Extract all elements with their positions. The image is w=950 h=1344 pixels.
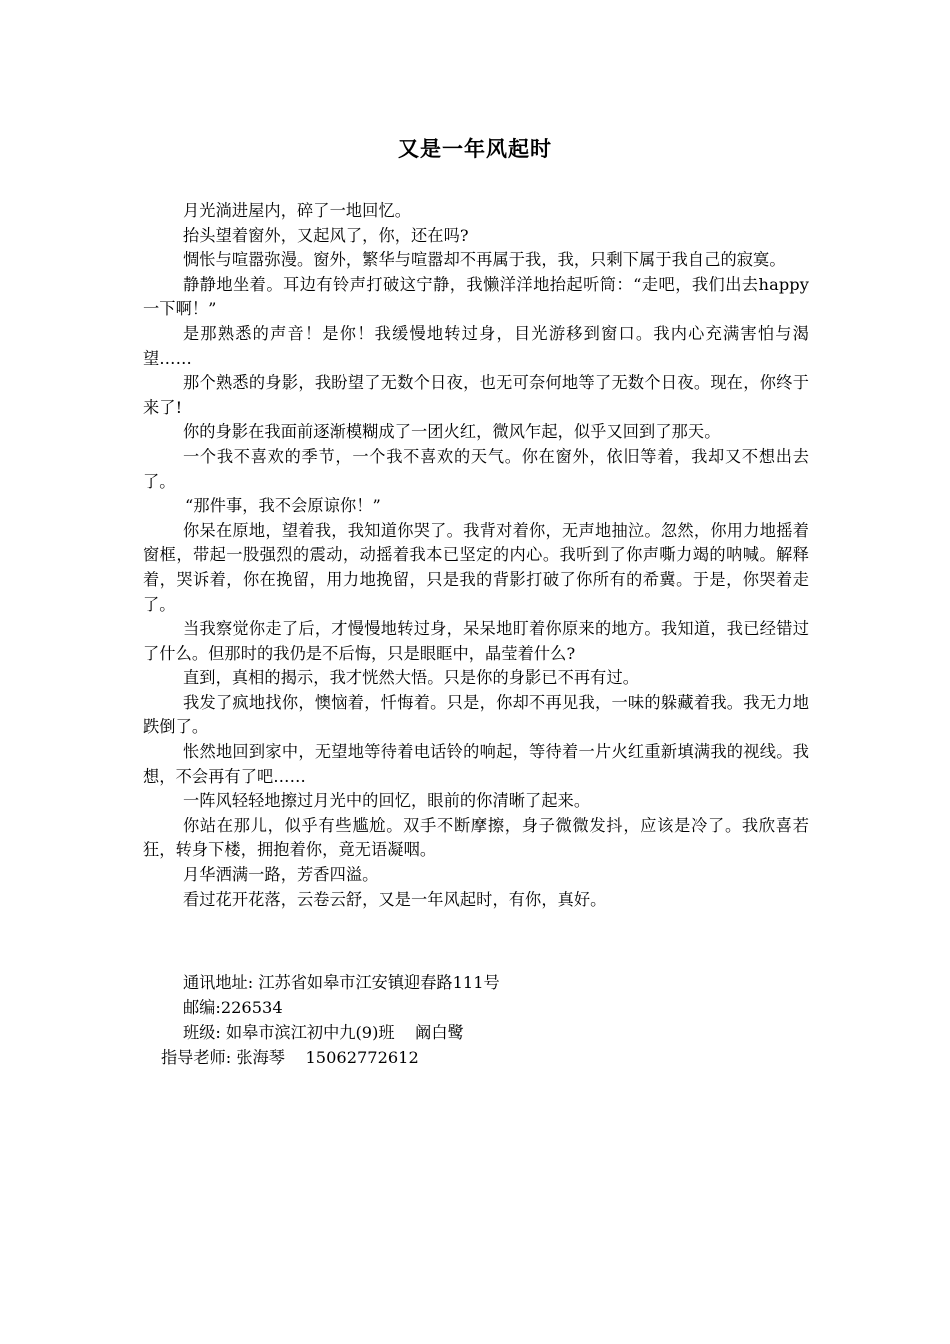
paragraph-quote: “那件事，我不会原谅你！”: [185, 496, 381, 516]
paragraph: 你站在那儿，似乎有些尴尬。双手不断摩擦，身子微微发抖，应该是冷了。我欣喜若狂，转身下楼，拥抱着你，竟无语凝咽。: [143, 815, 809, 860]
class-and-author: 班级: 如皋市滨江初中九(9)班 阚白鹭: [183, 1023, 464, 1042]
paragraph: 一阵风轻轻地擦过月光中的回忆，眼前的你清晰了起来。: [183, 791, 591, 811]
paragraph: 一个我不喜欢的季节，一个我不喜欢的天气。你在窗外，依旧等着，我却又不想出去了。: [143, 446, 809, 491]
paragraph: 惆怅与喧嚣弥漫。窗外，繁华与喧嚣却不再属于我，我，只剩下属于我自己的寂寞。: [183, 250, 786, 270]
postcode: 邮编:226534: [183, 998, 283, 1017]
paragraph: 怅然地回到家中，无望地等待着电话铃的响起，等待着一片火红重新填满我的视线。我想，不会再有了吧……: [143, 742, 809, 786]
paragraph: 我发了疯地找你，懊恼着，忏悔着。只是，你却不再见我，一味的躲藏着我。我无力地跌倒了。: [143, 692, 809, 737]
paragraph: 是那熟悉的声音！是你！我缓慢地转过身，目光游移到窗口。我内心充满害怕与渴望……: [143, 323, 809, 368]
paragraph: 你的身影在我面前逐渐模糊成了一团火红，微风乍起，似乎又回到了那天。: [183, 422, 721, 442]
paragraph: 月华洒满一路，芳香四溢。: [183, 865, 379, 885]
document-title: 又是一年风起时: [398, 137, 552, 161]
paragraph: 抬头望着窗外，又起风了，你，还在吗?: [183, 225, 469, 245]
paragraph: 你呆在原地，望着我，我知道你哭了。我背对着你，无声地抽泣。忽然，你用力地摇着窗框，带起一股强烈的震动，动摇着我本已坚定的内心。我听到了你声嘶力竭的呐喊。解释着，哭诉着，你在挽留，用力地挽留，只是我的背影打破了你所有的希冀。于是，你哭着走了。: [143, 520, 809, 614]
mailing-address: 通讯地址: 江苏省如皋市江安镇迎春路111号: [183, 973, 500, 992]
author-info: [143, 970, 809, 1070]
paragraph: 月光淌进屋内，碎了一地回忆。: [183, 201, 412, 220]
paragraph: 看过花开花落，云卷云舒，又是一年风起时，有你，真好。: [183, 889, 607, 909]
paragraph: 直到，真相的揭示，我才恍然大悟。只是你的身影已不再有过。: [183, 668, 640, 688]
essay-body: [143, 199, 809, 912]
paragraph: 那个熟悉的身影，我盼望了无数个日夜，也无可奈何地等了无数个日夜。现在，你终于来了!: [143, 373, 809, 417]
paragraph: 当我察觉你走了后，才慢慢地转过身，呆呆地盯着你原来的地方。我知道，我已经错过了什么。但那时的我仍是不后悔，只是眼眶中，晶莹着什么?: [143, 619, 809, 663]
paragraph: 静静地坐着。耳边有铃声打破这宁静，我懒洋洋地抬起听筒：“走吧，我们出去happy一下啊！”: [143, 274, 809, 319]
instructor: 指导老师: 张海琴 15062772612: [161, 1048, 419, 1067]
